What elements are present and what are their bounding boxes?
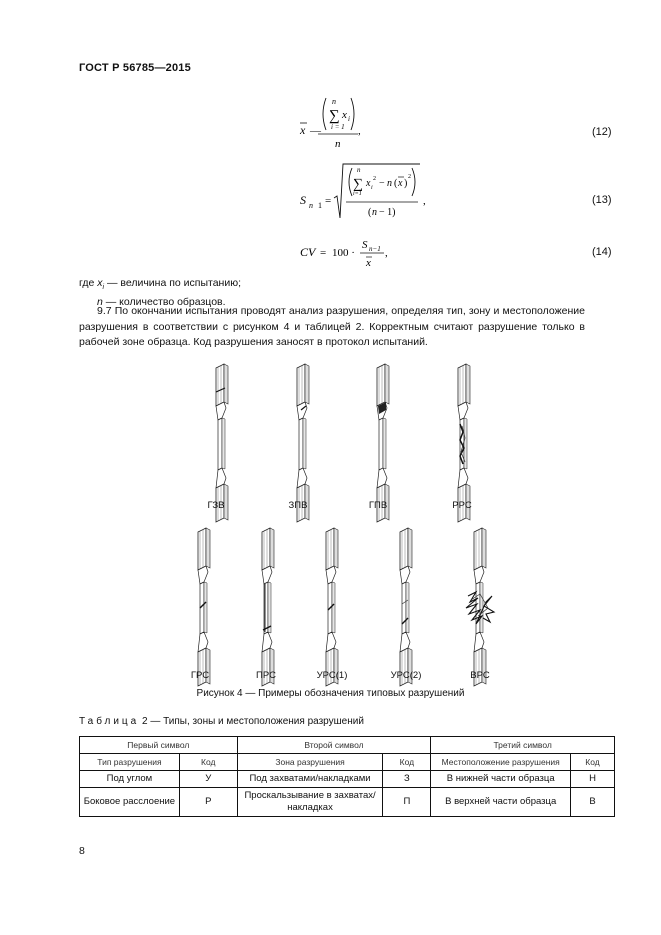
formula-14-graphic — [0, 232, 661, 272]
figure-label-zpv: ЗПВ — [288, 500, 308, 511]
table-cell: У — [179, 771, 237, 788]
table-sub-header: Код — [571, 754, 615, 771]
svg-text:i = 1: i = 1 — [331, 123, 345, 131]
svg-text:n: n — [372, 207, 377, 218]
formula-13-graphic — [0, 158, 661, 226]
table-cell: Под углом — [80, 771, 180, 788]
figure-caption: Рисунок 4 — Примеры обозначения типовых разрушений — [196, 688, 465, 699]
definition-subscript: i — [102, 284, 105, 292]
svg-text:): ) — [404, 178, 408, 189]
table-group-header: Первый символ — [80, 737, 238, 754]
table-cell: П — [383, 788, 431, 817]
svg-text:∑: ∑ — [353, 177, 363, 192]
formula-12 — [0, 92, 661, 152]
table-sub-header: Код — [383, 754, 431, 771]
svg-text:i=1: i=1 — [353, 191, 362, 197]
table-sub-header: Зона разрушения — [237, 754, 383, 771]
svg-text:(: ( — [368, 207, 372, 218]
definition-text: — величина по испытанию; — [104, 277, 242, 289]
specimen-zpv — [297, 364, 309, 522]
svg-text:i: i — [348, 115, 350, 123]
table-cell: Н — [571, 771, 615, 788]
table-group-header: Второй символ — [237, 737, 431, 754]
svg-text:∑: ∑ — [329, 108, 340, 124]
definition-text: — количество образцов. — [102, 296, 226, 309]
specimen-gpv — [377, 364, 389, 522]
table-cell: В нижней части образца — [431, 771, 571, 788]
formula-number: (13) — [592, 194, 612, 206]
specimen-vrs — [466, 528, 494, 686]
table-2 — [79, 736, 615, 817]
svg-text:n: n — [335, 138, 341, 150]
figure-label-gpv: ГПВ — [368, 500, 388, 511]
svg-text:n−1: n−1 — [369, 245, 381, 253]
table-cell: Проскальзывание в захватах/накладках — [237, 788, 383, 817]
svg-text:—: — — [310, 125, 321, 137]
figure-label-prs: ПРС — [256, 670, 276, 681]
table-row — [80, 788, 615, 817]
svg-text:=: = — [320, 247, 327, 259]
figure-label-urs-2: УРС(2) — [390, 670, 422, 681]
svg-text:x: x — [342, 109, 347, 121]
svg-text:x: x — [366, 178, 371, 189]
figure-label-grs: ГРС — [190, 670, 210, 681]
table-sub-header: Код — [179, 754, 237, 771]
svg-text:− 1): − 1) — [379, 207, 396, 218]
table-caption-prefix: Таблица — [79, 716, 140, 727]
svg-text:x: x — [398, 178, 403, 189]
svg-text:100 ·: 100 · — [332, 247, 355, 259]
paragraph-9-7: 9.7 По окончании испытания проводят анализ разрушения, определяя тип, зону и местоположение разрушения в соответствии с рисунком 4 и таблицей 2. Корректным считают разрушение только в рабочей зоне образца. Код разрушения заносят в протокол испытаний. — [79, 305, 585, 348]
formula-14 — [0, 232, 661, 272]
formula-13 — [0, 158, 661, 226]
table-sub-header: Тип разрушения — [80, 754, 180, 771]
specimen-urs-2 — [400, 528, 412, 686]
figure-label-vrs: ВРС — [470, 670, 490, 681]
figure-specimens — [0, 360, 661, 690]
svg-text:=: = — [325, 195, 332, 207]
page-number: 8 — [79, 845, 85, 857]
svg-text:CV: CV — [300, 245, 316, 259]
document-header: ГОСТ Р 56785—2015 — [79, 62, 191, 74]
formula-12-graphic — [0, 92, 661, 152]
table-sub-header-row — [80, 754, 615, 771]
table-caption-text: 2 — Типы, зоны и местоположения разрушений — [139, 716, 364, 727]
definition-symbol: n — [97, 296, 103, 309]
table-group-header: Третий символ — [431, 737, 615, 754]
table-row — [80, 771, 615, 788]
figure-label-rrs: РРС — [452, 500, 472, 511]
figure-label-gzv: ГЗВ — [207, 500, 225, 511]
svg-text:S: S — [300, 193, 306, 207]
table-cell: Боковое расслоение — [80, 788, 180, 817]
definition-symbol: x — [97, 277, 103, 289]
svg-text:i: i — [371, 185, 373, 191]
svg-text:1: 1 — [318, 201, 322, 210]
table-caption — [79, 716, 364, 727]
svg-text:n: n — [309, 201, 313, 210]
svg-text:,: , — [358, 125, 361, 137]
table-sub-header: Местоположение разрушения — [431, 754, 571, 771]
definition-xi: где $x_i$ — величина по испытанию; — [79, 277, 242, 292]
svg-text:(: ( — [394, 178, 398, 189]
svg-text:x: x — [300, 123, 306, 137]
svg-text:S: S — [362, 239, 368, 251]
svg-text:2: 2 — [373, 176, 376, 182]
specimen-rrs — [458, 364, 470, 522]
table-cell: Под захватами/накладками — [237, 771, 383, 788]
svg-text:n: n — [387, 178, 392, 189]
svg-text:−: − — [379, 178, 385, 189]
svg-text:,: , — [385, 247, 388, 259]
svg-text:x: x — [366, 257, 371, 269]
specimen-prs — [262, 528, 274, 686]
formula-number: (14) — [592, 246, 612, 258]
specimen-urs-1 — [326, 528, 338, 686]
specimen-gzv — [216, 364, 228, 522]
svg-text:n: n — [357, 166, 361, 174]
table-cell: В верхней части образца — [431, 788, 571, 817]
svg-text:,: , — [423, 195, 426, 207]
svg-text:n: n — [332, 97, 336, 106]
figure-4 — [0, 360, 661, 690]
table-group-header-row — [80, 737, 615, 754]
specimen-grs — [198, 528, 210, 686]
figure-label-urs-1: УРС(1) — [316, 670, 348, 681]
table-cell: Р — [179, 788, 237, 817]
formula-number: (12) — [592, 126, 612, 138]
table-cell: В — [571, 788, 615, 817]
table-cell: З — [383, 771, 431, 788]
svg-text:2: 2 — [408, 174, 411, 180]
